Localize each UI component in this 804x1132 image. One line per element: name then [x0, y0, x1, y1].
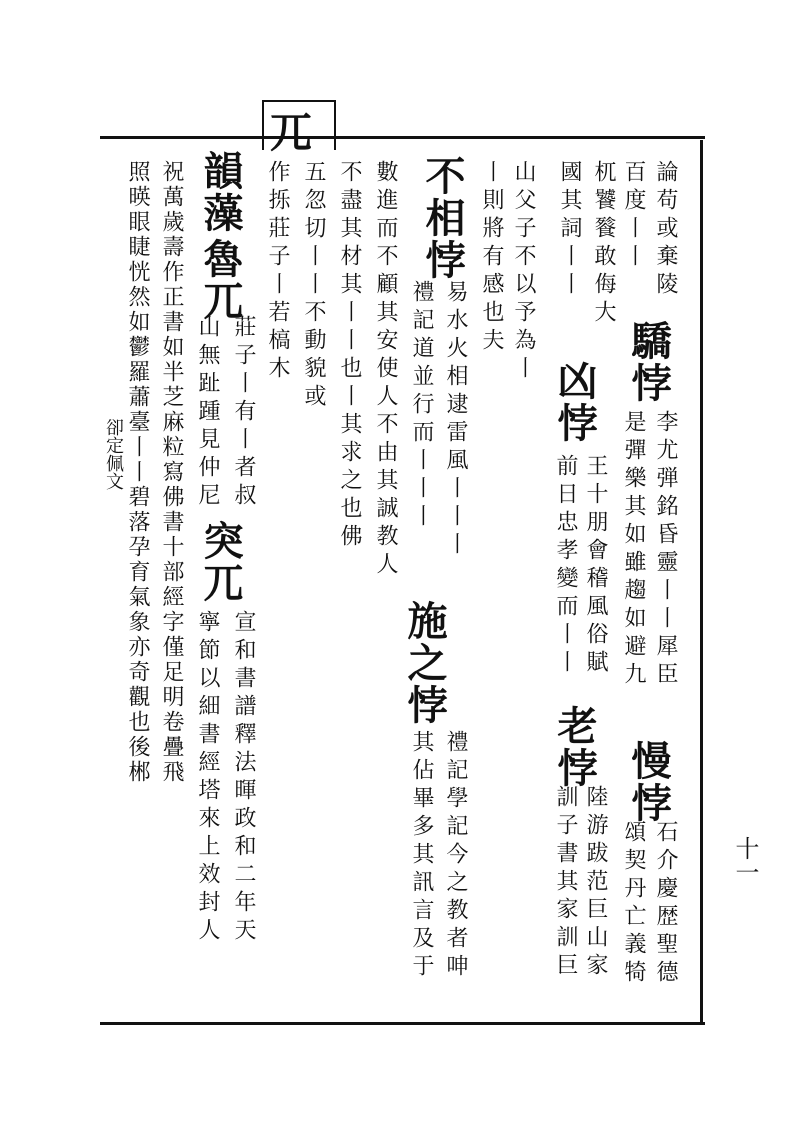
page-number: 十一 — [731, 836, 759, 884]
top-border-rule — [100, 136, 705, 139]
headword-column: 韻藻 — [197, 150, 244, 234]
text-column: 山無趾踵見仲尼 — [195, 315, 220, 511]
text-column: 國其詞丨丨 — [557, 160, 582, 300]
heading-character: 兀 — [270, 108, 313, 157]
text-column: 宣和書譜釋法暉政和二年天 — [231, 610, 256, 946]
text-column: 杌饕餮敢侮大 — [591, 160, 616, 328]
text-column: 丨則將有感也夫 — [479, 160, 504, 356]
text-column: 禮記學記今之教者呻 — [443, 730, 468, 982]
text-column: 陸游跋范巨山家 — [583, 785, 608, 981]
text-column: 禮記道並行而丨丨丨 — [409, 280, 434, 532]
text-column: 莊子丨有丨者叔 — [231, 315, 256, 511]
text-column: 寧節以細書經塔來上效封人 — [195, 610, 220, 946]
headword-column: 慢悖 — [625, 740, 672, 824]
head-box-right-rule — [334, 100, 336, 150]
margin-folio: 卻定佩文 — [103, 418, 124, 490]
headword-column: 魯兀 — [197, 238, 244, 322]
headword-column: 老悖 — [551, 705, 598, 789]
headword-column: 驕悖 — [625, 320, 672, 404]
text-column: 易水火相逮雷風丨丨丨 — [443, 280, 468, 560]
text-column: 數進而不顧其安使人不由其誠教人 — [373, 160, 398, 580]
text-column: 百度丨丨 — [621, 160, 646, 272]
headword-column: 不相悖 — [419, 155, 466, 281]
head-box-left-rule — [262, 100, 264, 150]
text-column: 作㧰莊子丨若槁木 — [265, 160, 290, 384]
text-column: 祝萬歲壽作正書如半芝麻粒寫佛書十部經字僅足明卷疊飛 — [159, 160, 184, 785]
right-border-rule — [700, 140, 703, 1022]
text-column: 山父子不以予為丨 — [511, 160, 536, 384]
headword-column: 突兀 — [197, 520, 244, 604]
text-column: 論苟或棄陵 — [653, 160, 678, 300]
headword-column: 凶悖 — [551, 360, 598, 444]
text-column: 王十朋會稽風俗賦 — [583, 454, 608, 678]
text-column: 李尤弾銘昏靈丨丨犀臣 — [653, 410, 678, 690]
text-column: 不盡其材其丨丨也丨其求之也佛 — [337, 160, 362, 552]
headword-column: 施之悖 — [401, 600, 448, 726]
text-column: 前日忠孝變而丨丨 — [553, 454, 578, 678]
text-column: 照暎眼睫恍然如鬱羅蕭臺丨丨碧落孕育氣象亦奇觀也後郴 — [125, 160, 150, 785]
bottom-border-rule — [100, 1022, 705, 1025]
text-column: 五忽切丨丨不動貌或 — [301, 160, 326, 412]
text-column: 頌契丹亡義犄 — [621, 820, 646, 988]
text-column: 石介慶歴聖德 — [653, 820, 678, 988]
text-column: 其佔畢多其訊言及于 — [409, 730, 434, 982]
text-column: 訓子書其家訓巨 — [553, 785, 578, 981]
text-column: 是彈樂其如雖趨如避九 — [621, 410, 646, 690]
